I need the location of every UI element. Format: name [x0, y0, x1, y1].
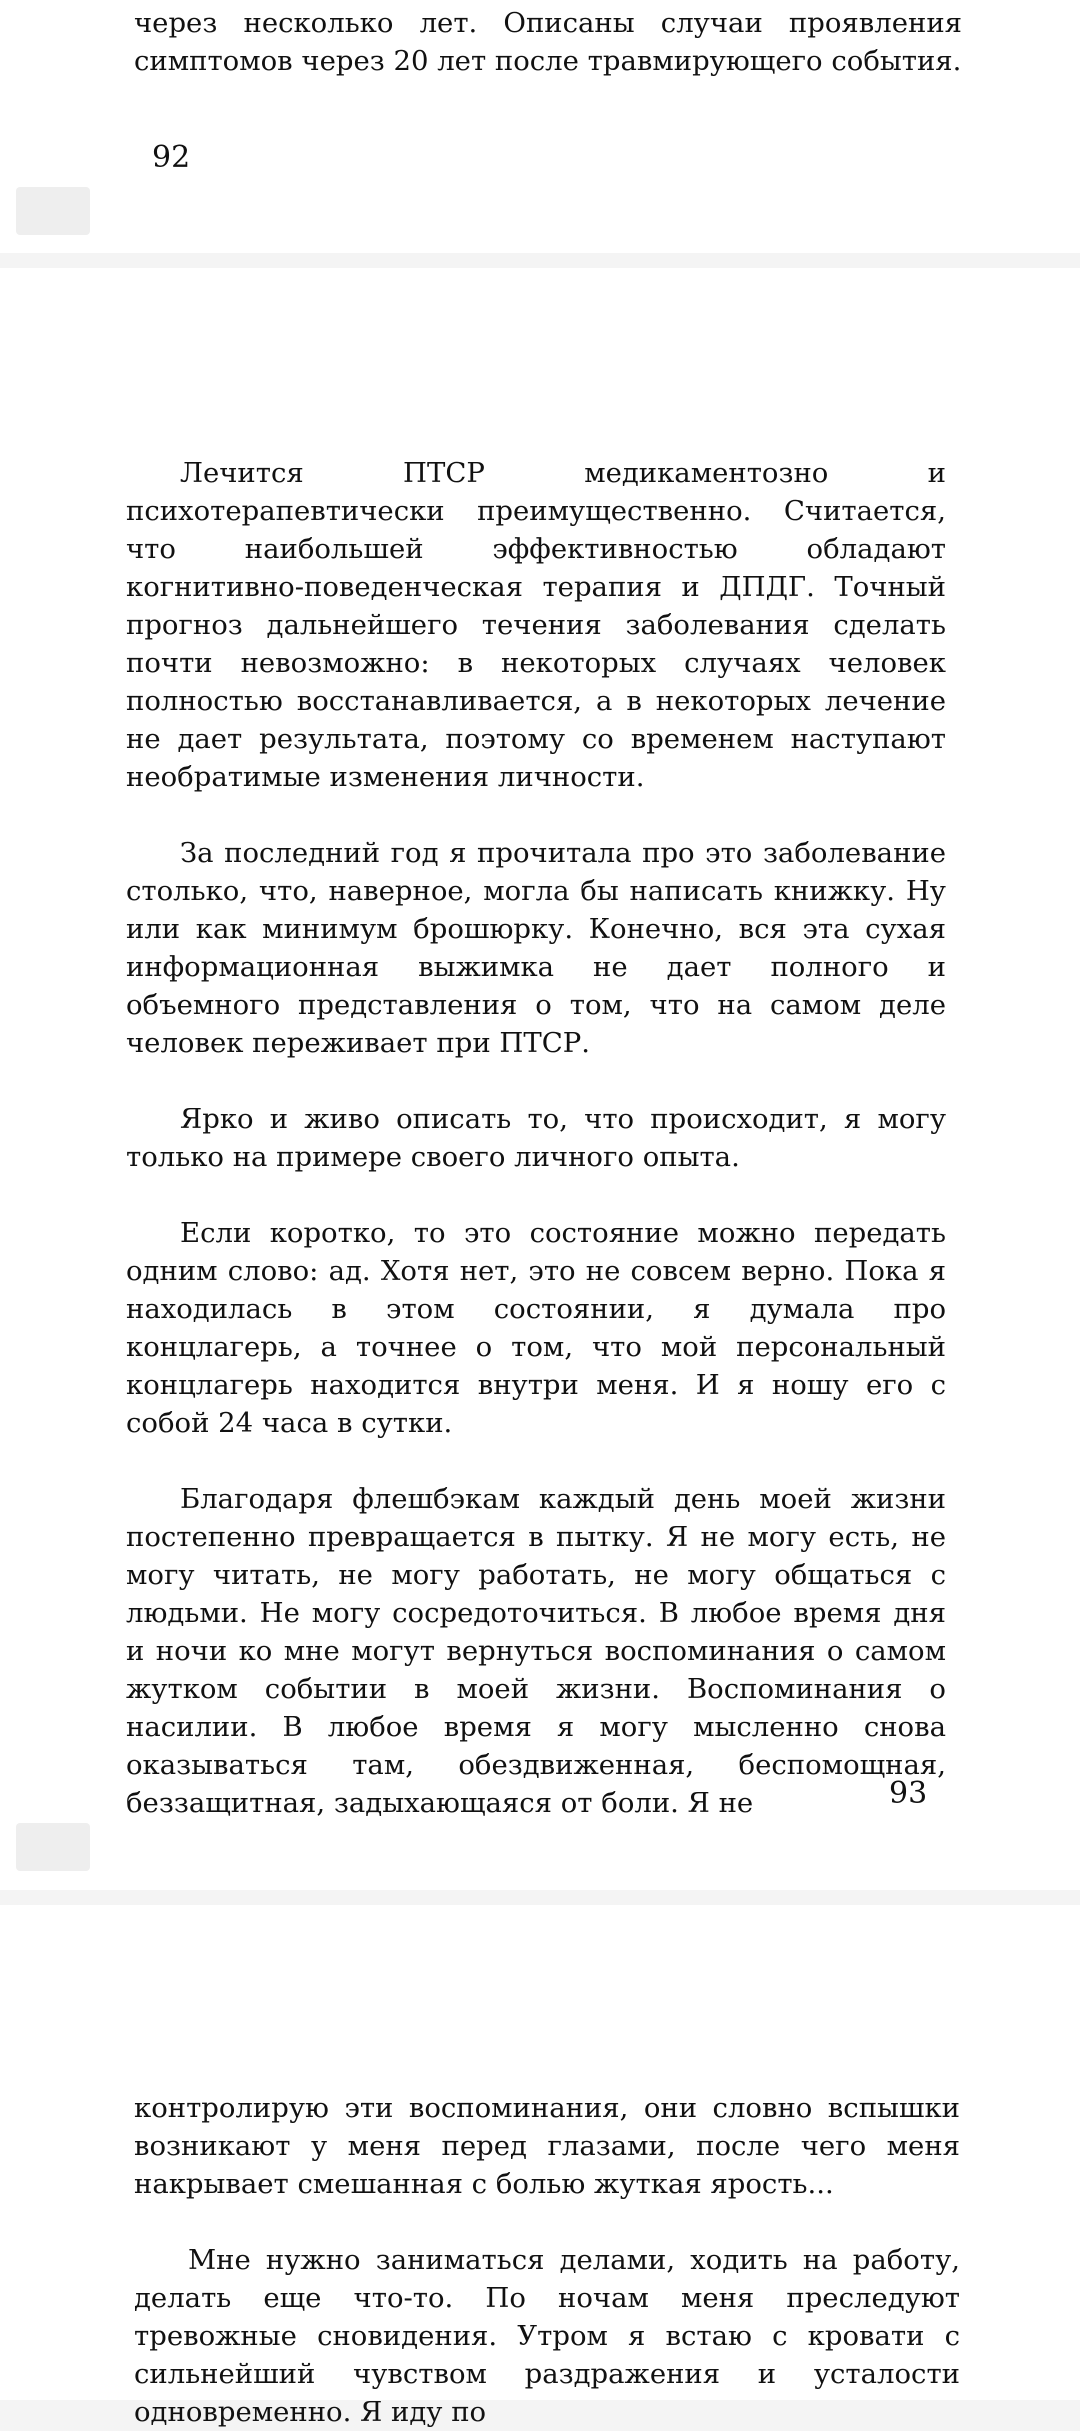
- page-tab[interactable]: [16, 187, 90, 235]
- page-number: 92: [152, 140, 191, 175]
- paragraph: контролирую эти воспоминания, они словно вспышки возникают у меня перед глазами, после чего меня накрывает смешанная с болью жуткая ярость...: [134, 2092, 960, 2200]
- paragraph: За последний год я прочитала про это заболевание столько, что, наверное, могла бы написать книжку. Ну или как минимум брошюрку. Конечно, вся эта сухая информационная выжимка не дает полного и объемного представления о том, что на самом деле человек переживает при ПТСР.: [126, 837, 946, 1059]
- page-tab[interactable]: [16, 1823, 90, 1871]
- page-92: [0, 0, 1080, 253]
- paragraph: через несколько лет. Описаны случаи проявления симптомов через 20 лет после травмирующего события.: [134, 7, 962, 77]
- paragraph: Если коротко, то это состояние можно передать одним слово: ад. Хотя нет, это не совсем верно. Пока я находилась в этом состоянии, я думала про концлагерь, а точнее о том, что мой персональный концлагерь находится внутри меня. И я ношу его с собой 24 часа в сутки.: [126, 1217, 946, 1439]
- page-text: [126, 454, 946, 1822]
- page-94: [0, 1905, 1080, 2428]
- page-number: 93: [889, 1776, 928, 1811]
- page-93: [0, 268, 1080, 1890]
- paragraph: Мне нужно заниматься делами, ходить на работу, делать еще что-то. По ночам меня преследуют тревожные сновидения. Утром я встаю с кровати с сильнейший чувством раздражения и усталости одновременно. Я иду по: [134, 2244, 960, 2428]
- paragraph: Лечится ПТСР медикаментозно и психотерапевтически преимущественно. Считается, что наибольшей эффективностью обладают когнитивно-поведенческая терапия и ДПДГ. Точный прогноз дальнейшего течения заболевания сделать почти невозможно: в некоторых случаях человек полностью восстанавливается, а в некоторых лечение не дает результата, поэтому со временем наступают необратимые изменения личности.: [126, 457, 946, 793]
- page-text: [134, 4, 962, 80]
- paragraph: Благодаря флешбэкам каждый день моей жизни постепенно превращается в пытку. Я не могу есть, не могу читать, не могу работать, не могу общаться с людьми. Не могу сосредоточиться. В любое время дня и ночи ко мне могут вернуться воспоминания о самом жутком событии в моей жизни. Воспоминания о насилии. В любое время я могу мысленно снова оказываться там, обездвиженная, беспомощная, беззащитная, задыхающаяся от боли. Я не: [126, 1483, 946, 1819]
- paragraph: Ярко и живо описать то, что происходит, я могу только на примере своего личного опыта.: [126, 1103, 946, 1173]
- page-text: [134, 2089, 960, 2431]
